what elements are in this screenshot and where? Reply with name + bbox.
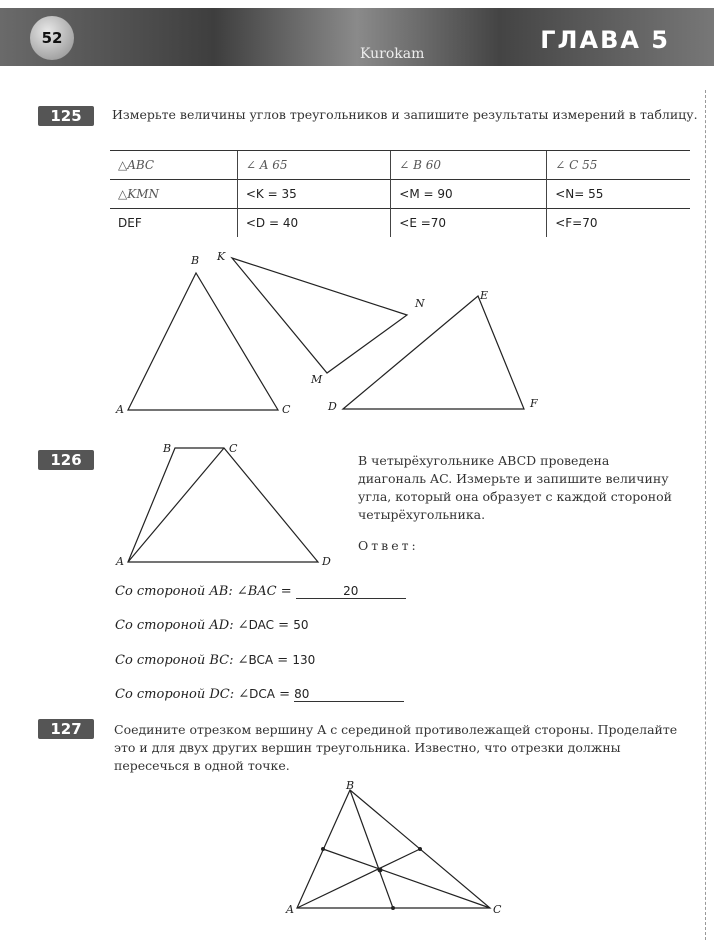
answer-dc — [115, 687, 404, 702]
vertex-label: D — [322, 555, 331, 568]
exercise-125-text: Измерьте величины углов треугольников и запишите результаты измерений в таблицу. — [112, 107, 698, 122]
answer-angle: DCA — [249, 687, 275, 701]
vertex-label: B — [191, 254, 200, 267]
answer-angle: DAC — [248, 618, 275, 632]
median-c — [323, 849, 490, 908]
vertex-label: C — [493, 903, 502, 916]
answer-bc — [115, 653, 315, 668]
table-cell: <N= 55 — [547, 180, 690, 209]
table-cell: <E =70 — [391, 209, 547, 238]
answer-angle: BCA — [248, 653, 274, 667]
answer-value[interactable]: 20 — [296, 584, 406, 599]
vertex-label: A — [116, 555, 124, 568]
triangle-kmn — [232, 258, 407, 373]
vertex-label: C — [282, 403, 291, 416]
exercise-126-text: В четырёхугольнике ABCD проведена диагональ AC. Измерьте и запишите величину угла, который она образует с каждой стороной четырёхугольника. — [358, 453, 672, 522]
table-cell: ∠ C 55 — [547, 151, 690, 180]
triangle-127 — [297, 790, 490, 908]
triangle-def — [343, 296, 524, 409]
vertex-label: B — [163, 442, 172, 455]
centroid-point — [378, 868, 383, 873]
midpoint — [391, 906, 395, 910]
triangle-abc — [128, 273, 278, 410]
table-cell: <F=70 — [547, 209, 690, 238]
answer-ab — [115, 584, 406, 599]
vertex-label: C — [229, 442, 238, 455]
answer-label: Со стороной AD: ∠ — [115, 618, 249, 633]
diagonal-ac — [128, 448, 224, 562]
answer-value[interactable]: 80 — [294, 687, 404, 702]
vertex-label: E — [480, 289, 489, 302]
median-a — [297, 849, 420, 908]
equals: = — [275, 687, 295, 702]
equals: = — [273, 653, 293, 668]
exercise-number-127: 127 — [38, 719, 94, 739]
midpoint — [321, 847, 325, 851]
vertex-label: B — [346, 779, 355, 792]
table-cell: <D = 40 — [237, 209, 390, 238]
vertex-label: D — [328, 400, 337, 413]
table-cell: △KMN — [110, 180, 237, 209]
answer-label: Ответ: — [358, 538, 419, 553]
answer-label: Со стороной DC: ∠ — [115, 687, 250, 702]
vertex-label: K — [217, 250, 226, 263]
table-cell: <K = 35 — [237, 180, 390, 209]
chapter-title: ГЛАВА 5 — [540, 26, 670, 54]
table-cell: △ABC — [110, 151, 237, 180]
exercise-number-126: 126 — [38, 450, 94, 470]
vertex-label: A — [286, 903, 294, 916]
table-cell: ∠ B 60 — [391, 151, 547, 180]
vertex-label: A — [116, 403, 124, 416]
table-cell: ∠ A 65 — [237, 151, 390, 180]
exercise-127-text: Соедините отрезком вершину A с серединой противолежащей стороны. Проделайте это и для двух других вершин треугольника. Известно, что отрезки должны пересечься в одной точке. — [114, 722, 678, 773]
answer-ad — [115, 618, 308, 633]
answer-value[interactable]: 130 — [292, 653, 316, 667]
answer-value[interactable]: 50 — [293, 618, 309, 632]
vertex-label: F — [530, 397, 538, 410]
answer-label: Со стороной BC: ∠ — [115, 653, 249, 668]
vertex-label: N — [415, 297, 425, 310]
brand-watermark: Kurokam — [360, 46, 425, 62]
midpoint — [418, 847, 422, 851]
exercise-number-125: 125 — [38, 106, 94, 126]
equals: = — [274, 618, 294, 633]
vertex-label: M — [311, 373, 323, 386]
answer-label: Со стороной AB: ∠BAC = — [115, 584, 296, 599]
table-cell: DEF — [110, 209, 237, 238]
table-cell: <M = 90 — [391, 180, 547, 209]
page-number: 52 — [30, 16, 74, 60]
quadrilateral-abcd — [128, 448, 318, 562]
